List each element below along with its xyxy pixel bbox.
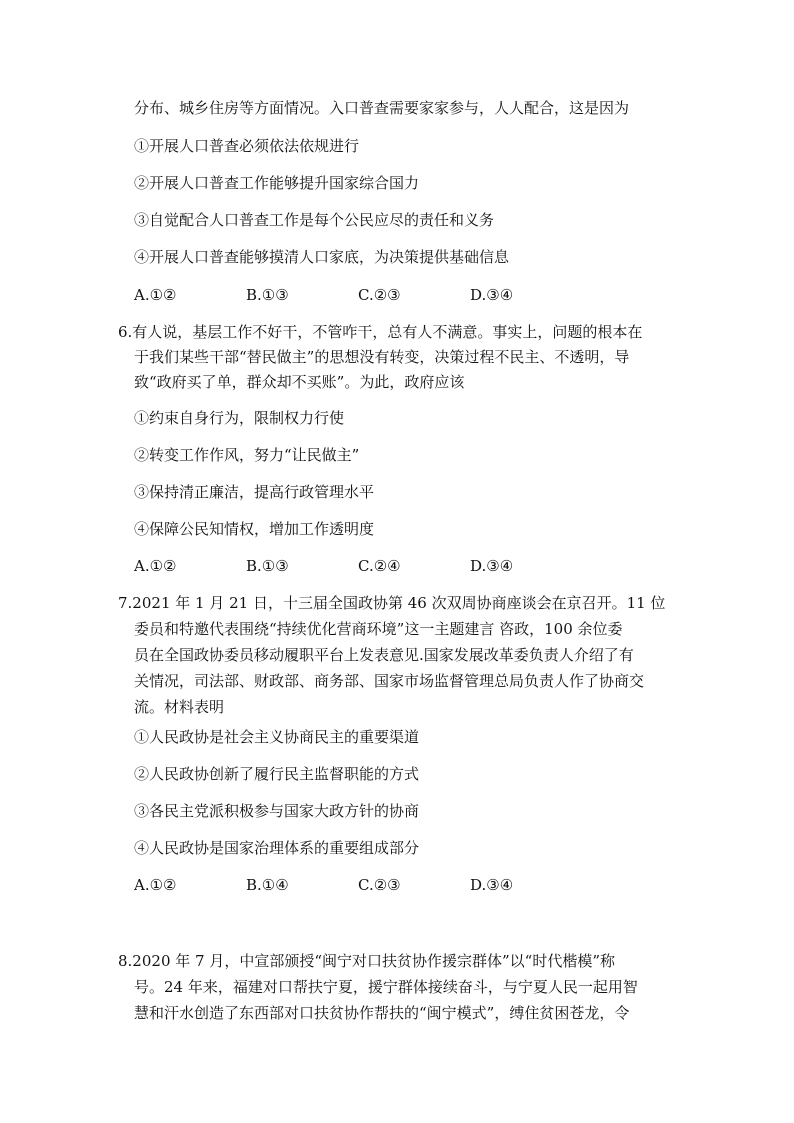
q6-item-3: ③保持清正廉洁，提高行政管理水平 xyxy=(134,483,375,501)
q6-option-a[interactable]: A.①② xyxy=(134,557,177,575)
q6-item-4: ④保障公民知情权，增加工作透明度 xyxy=(134,520,375,538)
q6-item-2: ②转变工作作风，努力“让民做主” xyxy=(134,446,360,464)
q7-options xyxy=(134,875,582,895)
q5-item-3: ③自觉配合人口普查工作是每个公民应尽的责任和义务 xyxy=(134,211,495,229)
q5-options xyxy=(134,285,582,305)
q8-stem-line-2: 号。24 年来，福建对口帮扶宁夏，援宁群体接续奋斗，与宁夏人民一起用智 xyxy=(134,978,638,996)
q7-stem-line-2: 委员和特邀代表围绕“持续优化营商环境”这一主题建言 咨政，100 余位委 xyxy=(134,620,623,638)
q6-option-c[interactable]: C.②④ xyxy=(358,557,401,575)
q7-item-1: ①人民政协是社会主义协商民主的重要渠道 xyxy=(134,728,420,746)
q7-option-a[interactable]: A.①② xyxy=(134,876,177,894)
q7-item-4: ④人民政协是国家治理体系的重要组成部分 xyxy=(134,839,420,857)
q5-item-1: ①开展人口普查必须依法依规进行 xyxy=(134,137,360,155)
q7-stem-line-3: 员在全国政协委员移动履职平台上发表意见.国家发展改革委负责人介绍了有 xyxy=(134,646,634,664)
q6-options xyxy=(134,556,582,576)
q7-option-d[interactable]: D.③④ xyxy=(470,876,514,894)
q7-stem-line-1: 7.2021 年 1 月 21 日，十三届全国政协第 46 次双周协商座谈会在京召开。11 位 xyxy=(118,594,666,612)
q5-option-d[interactable]: D.③④ xyxy=(470,286,514,304)
q5-item-4: ④开展人口普查能够摸清人口家底，为决策提供基础信息 xyxy=(134,248,510,266)
q6-stem-line-2: 于我们某些干部“替民做主”的思想没有转变，决策过程不民主、不透明，导 xyxy=(134,348,630,366)
q5-option-c[interactable]: C.②③ xyxy=(358,286,401,304)
q7-stem-line-5: 流。材料表明 xyxy=(134,698,225,716)
q7-option-b[interactable]: B.①④ xyxy=(246,876,289,894)
q8-stem-line-1: 8.2020 年 7 月，中宣部颁授“闽宁对口扶贫协作援宗群体”以“时代楷模”称 xyxy=(118,952,616,970)
q7-option-c[interactable]: C.②③ xyxy=(358,876,401,894)
q6-item-1: ①约束自身行为，限制权力行使 xyxy=(134,409,345,427)
q6-option-d[interactable]: D.③④ xyxy=(470,557,514,575)
q8-stem-line-3: 慧和汗水创造了东西部对口扶贫协作帮扶的“闽宁模式”，缚住贫困苍龙，令 xyxy=(134,1004,630,1022)
q5-option-a[interactable]: A.①② xyxy=(134,286,177,304)
q6-option-b[interactable]: B.①③ xyxy=(246,557,289,575)
q6-stem-line-3: 致“政府买了单，群众却不买账”。为此，政府应该 xyxy=(134,373,465,391)
q5-option-b[interactable]: B.①③ xyxy=(246,286,289,304)
q7-stem-line-4: 关情况，司法部、财政部、商务部、国家市场监督管理总局负责人作了协商交 xyxy=(134,672,645,690)
q6-stem-line-1: 6.有人说，基层工作不好干，不管咋干，总有人不满意。事实上，问题的根本在 xyxy=(118,323,643,341)
q5-stem-tail: 分布、城乡住房等方面情况。入口普查需要家家参与，人人配合，这是因为 xyxy=(134,99,630,117)
q7-item-3: ③各民主党派积极参与国家大政方针的协商 xyxy=(134,802,420,820)
q7-item-2: ②人民政协创新了履行民主监督职能的方式 xyxy=(134,765,420,783)
q5-item-2: ②开展人口普查工作能够提升国家综合国力 xyxy=(134,174,420,192)
